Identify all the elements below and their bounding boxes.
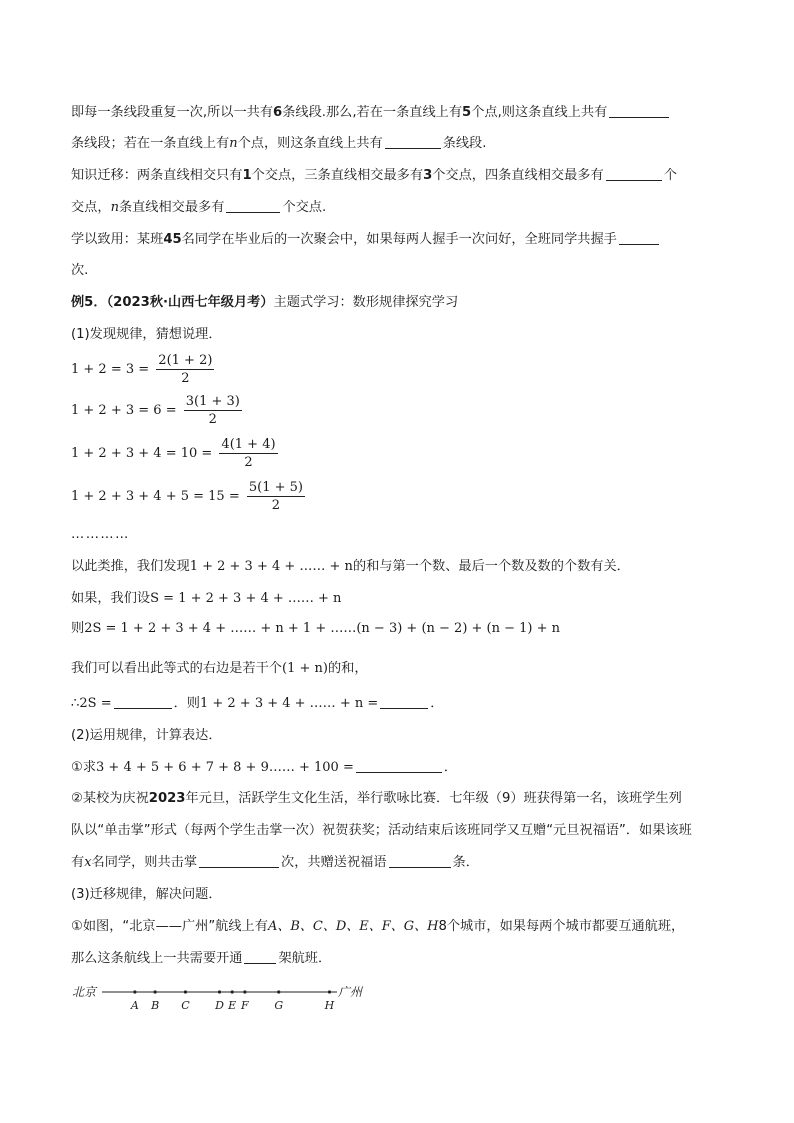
ellipsis-line: ………… <box>71 527 130 542</box>
text-line-2s <box>71 620 560 638</box>
text: 的和， <box>327 661 368 676</box>
equation-2 <box>71 393 242 428</box>
equation-1 <box>71 352 214 387</box>
text: ．则 <box>173 696 200 711</box>
text: 如果，我们设 <box>71 591 151 606</box>
text-line-1 <box>71 104 671 122</box>
math-n: n <box>229 136 238 151</box>
question-2-2-line-2 <box>71 822 692 840</box>
answer-blank-5[interactable] <box>619 231 659 245</box>
route-point-H <box>328 990 331 993</box>
math-expression: S = 1 + 2 + 3 + 4 + …… + n <box>150 591 342 606</box>
answer-blank-11[interactable] <box>244 950 276 964</box>
text: 个交点. <box>282 200 327 215</box>
fraction <box>247 479 305 514</box>
answer-blank-8[interactable] <box>356 759 442 773</box>
text: ． <box>430 696 444 711</box>
answer-blank-7[interactable] <box>380 695 428 709</box>
route-point-label-D: D <box>215 999 224 1012</box>
text-line-3 <box>71 167 677 185</box>
number: 2023 <box>148 791 186 806</box>
text: 个 <box>663 168 677 183</box>
numerator: 3(1 + 3) <box>185 394 240 409</box>
route-point-label-H: H <box>324 999 335 1012</box>
text: 那么这条航线上一共需要开通 <box>71 951 243 966</box>
answer-blank-4[interactable] <box>226 199 280 213</box>
number: 3 <box>423 168 433 183</box>
text: 架航班． <box>278 951 332 966</box>
math-expression: (1 + n) <box>282 661 328 676</box>
example-title: 主题式学习：数形规律探究学习 <box>273 295 459 310</box>
equation-3 <box>71 436 278 471</box>
number: 6 <box>273 105 283 120</box>
text: 年元旦，活跃学生文化生活，举行歌咏比赛．七年级（9）班获得第一名，该班学生列 <box>185 791 682 806</box>
text: 个点,则这条直线上共有 <box>471 105 608 120</box>
number: 1 <box>242 168 252 183</box>
answer-blank-10[interactable] <box>389 854 451 868</box>
text: 条线段；若在一条直线上有 <box>71 136 230 151</box>
question-3-1-line-1 <box>71 918 684 936</box>
city-labels: A、B、C、D、E、F、G、H <box>267 919 439 934</box>
text: 次. <box>71 263 89 278</box>
text: 名同学，则共击掌 <box>91 855 198 870</box>
question-2-1 <box>71 759 457 777</box>
text: 队以“单击掌”形式（每两个学生击掌一次）祝贺获奖；活动结束后该班同学又互赠“元旦祝福语”．如果该班 <box>71 823 692 838</box>
answer-blank-1[interactable] <box>609 104 669 118</box>
text: 条． <box>452 855 479 870</box>
text: ． <box>443 760 458 775</box>
equation-4 <box>71 479 305 514</box>
route-point-D <box>218 990 221 993</box>
text-line-4 <box>71 199 326 217</box>
equation-lhs: 1 + 2 + 3 = 6 = <box>71 403 177 418</box>
route-point-label-G: G <box>274 999 284 1012</box>
therefore-symbol: ∴ <box>71 696 80 711</box>
text-line-5 <box>71 231 661 249</box>
route-point-label-F: F <box>241 999 249 1012</box>
text: 条线段.那么,若在一条直线上有 <box>282 105 463 120</box>
start-city-label: 北京 <box>72 985 97 999</box>
numerator: 5(1 + 5) <box>248 480 303 495</box>
text: (1)发现规律，猜想说理． <box>71 327 222 342</box>
part-3-heading <box>71 886 222 904</box>
text: 以此类推，我们发现 <box>71 559 190 574</box>
denominator: 2 <box>181 371 190 386</box>
fraction <box>156 352 214 387</box>
math-expression: 1 + 2 + 3 + 4 + …… + n <box>189 559 353 574</box>
route-point-label-E: E <box>228 999 237 1012</box>
denominator: 2 <box>244 455 253 470</box>
text: 的和与第一个数、最后一个数及数的个数有关． <box>352 559 630 574</box>
question-2-2-line-3 <box>71 854 479 872</box>
route-diagram <box>72 981 392 1021</box>
equation-lhs: 1 + 2 + 3 + 4 + 5 = 15 = <box>71 489 240 504</box>
number: 45 <box>163 232 182 247</box>
route-point-label-C: C <box>181 999 190 1012</box>
text-line-define-s <box>71 590 341 608</box>
fraction <box>184 393 242 428</box>
route-point-label-B: B <box>151 999 160 1012</box>
text: 则 <box>71 621 85 636</box>
text: 知识迁移：两条直线相交只有 <box>71 168 243 183</box>
text: (3)迁移规律，解决问题． <box>71 887 222 902</box>
math-x: x <box>84 855 92 870</box>
number: 5 <box>462 105 472 120</box>
text: ①求 <box>71 760 97 775</box>
text: 个交点，四条直线相交最多有 <box>432 168 604 183</box>
route-point-E <box>231 990 234 993</box>
text: 条直线相交最多有 <box>118 200 225 215</box>
text: 即每一条线段重复一次,所以一共有 <box>71 105 274 120</box>
math-n: n <box>110 200 119 215</box>
math-expression: 2S = <box>79 696 112 711</box>
text: ①如图，“北京——广州”航线上有 <box>71 919 268 934</box>
text-line-pattern <box>71 558 630 576</box>
answer-blank-2[interactable] <box>385 135 441 149</box>
text: 个点，则这条直线上共有 <box>237 136 383 151</box>
text: 有 <box>71 855 85 870</box>
fraction <box>219 436 277 471</box>
equation-lhs: 1 + 2 = 3 = <box>71 362 150 377</box>
text: 8个城市，如果每两个城市都要互通航班， <box>438 919 685 934</box>
text-line-6 <box>71 262 88 280</box>
numerator: 2(1 + 2) <box>158 353 213 368</box>
route-point-A <box>133 990 136 993</box>
text: 交点， <box>71 200 111 215</box>
answer-blank-3[interactable] <box>606 167 662 181</box>
answer-blank-9[interactable] <box>199 854 279 868</box>
math-expression: 2S = 1 + 2 + 3 + 4 + …… + n + 1 + ……(n − 3) + (n − 2) + (n − 1) + n <box>84 621 561 636</box>
equation-lhs: 1 + 2 + 3 + 4 = 10 = <box>71 446 213 461</box>
part-1-heading <box>71 326 222 344</box>
denominator: 2 <box>271 498 281 513</box>
text: 次，共赠送祝福语 <box>281 855 387 870</box>
math-expression: 1 + 2 + 3 + 4 + …… + n = <box>199 696 379 711</box>
text: 个交点，三条直线相交最多有 <box>251 168 424 183</box>
part-2-heading <box>71 727 222 745</box>
math-expression: 3 + 4 + 5 + 6 + 7 + 8 + 9…… + 100 = <box>96 760 354 775</box>
route-point-label-A: A <box>130 999 139 1012</box>
text-line-therefore <box>71 695 443 713</box>
numerator: 4(1 + 4) <box>221 437 276 452</box>
text: 名同学在毕业后的一次聚会中，如果每两人握手一次问好，全班同学共握手 <box>181 232 617 247</box>
route-point-B <box>154 990 157 993</box>
route-point-F <box>243 990 246 993</box>
end-city-label: 广州 <box>338 985 363 999</box>
example-label: 例5．（2023秋·山西七年级月考） <box>71 295 274 310</box>
route-point-G <box>277 990 280 993</box>
text: 我们可以看出此等式的右边是若干个 <box>71 661 282 676</box>
route-point-C <box>184 990 187 993</box>
text: ②某校为庆祝 <box>71 791 149 806</box>
text-line-sum-of <box>71 660 368 678</box>
answer-blank-6[interactable] <box>114 695 172 709</box>
text-line-2 <box>71 135 486 153</box>
text: 条线段. <box>442 136 487 151</box>
example-heading <box>71 294 458 312</box>
text: 学以致用：某班 <box>71 232 164 247</box>
question-2-2-line-1 <box>71 790 682 808</box>
denominator: 2 <box>208 412 217 427</box>
question-3-1-line-2 <box>71 950 331 968</box>
text: (2)运用规律，计算表达． <box>71 728 222 743</box>
